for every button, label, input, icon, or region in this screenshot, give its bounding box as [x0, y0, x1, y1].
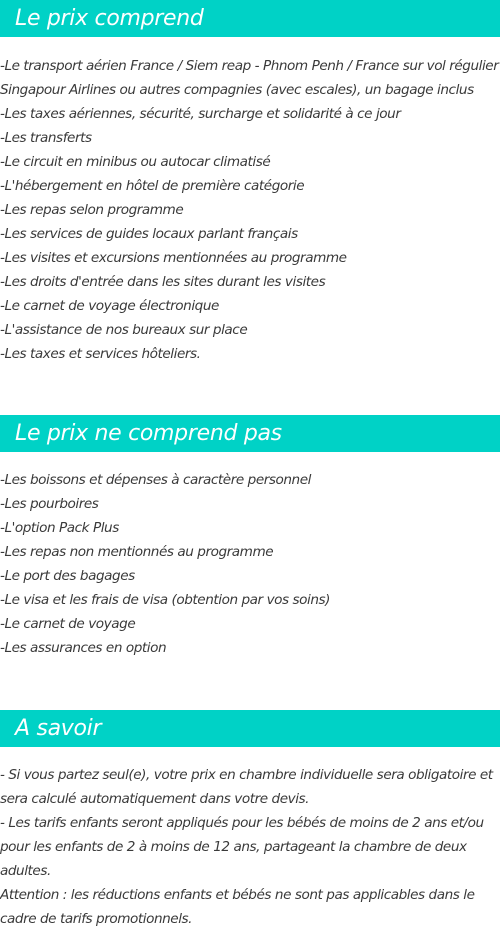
- list-item: -Le carnet de voyage électronique: [0, 298, 219, 314]
- section-title-good-to-know: A savoir: [15, 716, 102, 741]
- list-item: -Le visa et les frais de visa (obtention par vos soins): [0, 592, 331, 608]
- list-item: -Le circuit en minibus ou autocar climatisé: [0, 154, 271, 170]
- list-item: Attention : les réductions enfants et bébés ne sont pas applicables dans le cadre de tarifs promotionnels.: [0, 887, 475, 927]
- section-header-price-includes: [0, 0, 500, 37]
- list-item: -Les visites et excursions mentionnées au programme: [0, 250, 347, 266]
- section-header-price-excludes: [0, 415, 500, 452]
- price-excludes-list: [0, 468, 500, 660]
- section-header-good-to-know: [0, 710, 500, 747]
- list-item: -L'option Pack Plus: [0, 520, 119, 536]
- section-title-price-excludes: Le prix ne comprend pas: [15, 421, 282, 446]
- list-item: -L'assistance de nos bureaux sur place: [0, 322, 248, 338]
- section-title-price-includes: Le prix comprend: [15, 6, 204, 31]
- list-item: -Les transferts: [0, 130, 92, 146]
- list-item: -Les repas non mentionnés au programme: [0, 544, 274, 560]
- list-item: -L'hébergement en hôtel de première catégorie: [0, 178, 305, 194]
- list-item: - Les tarifs enfants seront appliqués pour les bébés de moins de 2 ans et/ou pour les enfants de 2 à moins de 12 ans, partageant la chambre de deux adultes.: [0, 815, 484, 879]
- list-item: -Les pourboires: [0, 496, 99, 512]
- list-item: -Le port des bagages: [0, 568, 135, 584]
- list-item: -Les droits d'entrée dans les sites durant les visites: [0, 274, 326, 290]
- list-item: -Les taxes aériennes, sécurité, surcharge et solidarité à ce jour: [0, 106, 401, 122]
- list-item: -Les services de guides locaux parlant français: [0, 226, 298, 242]
- list-item: -Les assurances en option: [0, 640, 167, 656]
- list-item: - Si vous partez seul(e), votre prix en chambre individuelle sera obligatoire et sera calculé automatiquement dans votre devis.: [0, 767, 493, 807]
- good-to-know-list: [0, 763, 500, 931]
- list-item: -Les taxes et services hôteliers.: [0, 346, 201, 362]
- price-includes-list: [0, 54, 500, 366]
- list-item: -Les boissons et dépenses à caractère personnel: [0, 472, 311, 488]
- list-item: -Le transport aérien France / Siem reap - Phnom Penh / France sur vol régulier Singapour Airlines ou autres compagnies (avec escales), un bagage inclus: [0, 58, 499, 98]
- list-item: -Les repas selon programme: [0, 202, 184, 218]
- list-item: -Le carnet de voyage: [0, 616, 136, 632]
